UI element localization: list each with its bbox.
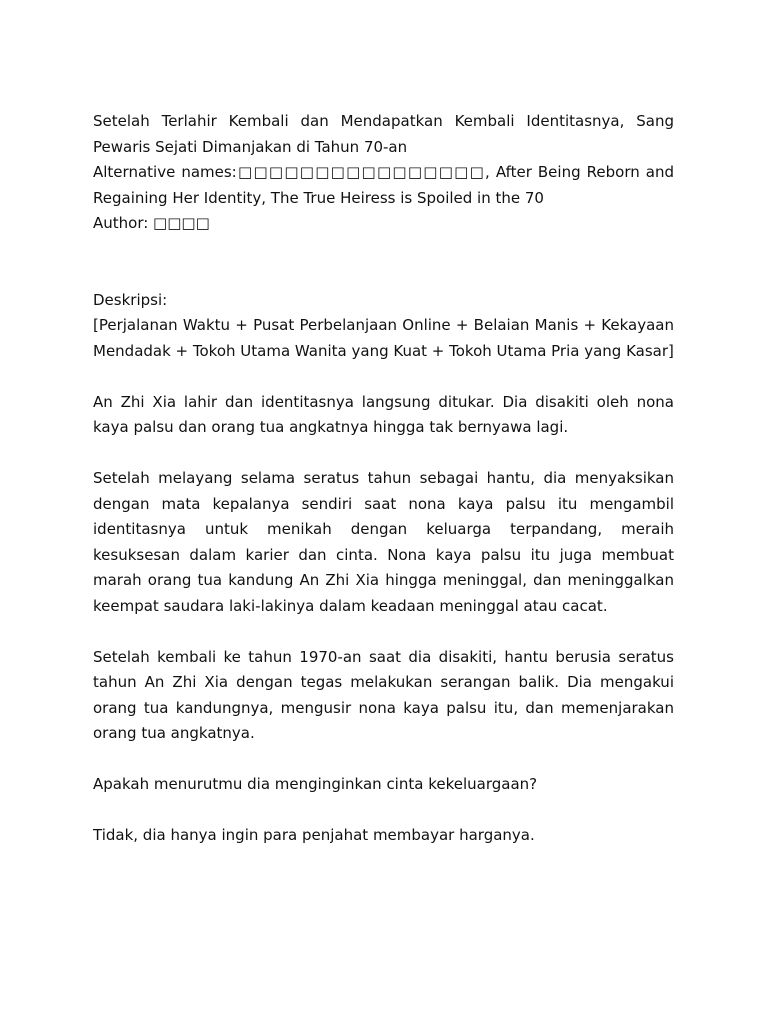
- spacer: [93, 619, 674, 645]
- alternative-names: Alternative names:□□□□□□□□□□□□□□□□, After Being Reborn and Regaining Her Identity, The True Heiress is Spoiled in the 70: [93, 163, 674, 207]
- author-line: Author: □□□□: [93, 214, 210, 232]
- synopsis-paragraph-3: Setelah kembali ke tahun 1970-an saat dia disakiti, hantu berusia seratus tahun An Zhi Xia dengan tegas melakukan serangan balik. Dia mengakui orang tua kandungnya, mengusir nona kaya palsu itu, dan memenjarakan orang tua angkatnya.: [93, 647, 674, 742]
- description-heading: Deskripsi:: [93, 290, 168, 309]
- document-title: Setelah Terlahir Kembali dan Mendapatkan Kembali Identitasnya, Sang Pewaris Sejati Dimanjakan di Tahun 70-an: [93, 112, 674, 156]
- synopsis-paragraph-1: An Zhi Xia lahir dan identitasnya langsung ditukar. Dia disakiti oleh nona kaya palsu dan orang tua angkatnya hingga tak bernyawa lagi.: [93, 392, 674, 436]
- spacer: [93, 798, 674, 824]
- spacer: [93, 237, 674, 288]
- synopsis-answer: Tidak, dia hanya ingin para penjahat membayar harganya.: [93, 826, 535, 844]
- spacer: [93, 364, 674, 390]
- spacer: [93, 441, 674, 467]
- synopsis-question: Apakah menurutmu dia menginginkan cinta kekeluargaan?: [93, 775, 538, 793]
- genre-tags: [Perjalanan Waktu + Pusat Perbelanjaan Online + Belaian Manis + Kekayaan Mendadak + Tokoh Utama Wanita yang Kuat + Tokoh Utama Pria yang Kasar]: [93, 316, 674, 360]
- synopsis-paragraph-2: Setelah melayang selama seratus tahun sebagai hantu, dia menyaksikan dengan mata kepalanya sendiri saat nona kaya palsu itu mengambil identitasnya untuk menikah dengan keluarga terpandang, meraih kesuksesan dalam karier dan cinta. Nona kaya palsu itu juga membuat marah orang tua kandung An Zhi Xia hingga meninggal, dan meninggalkan keempat saudara laki-lakinya dalam keadaan meninggal atau cacat.: [93, 469, 674, 615]
- document-page: [93, 109, 674, 849]
- spacer: [93, 747, 674, 773]
